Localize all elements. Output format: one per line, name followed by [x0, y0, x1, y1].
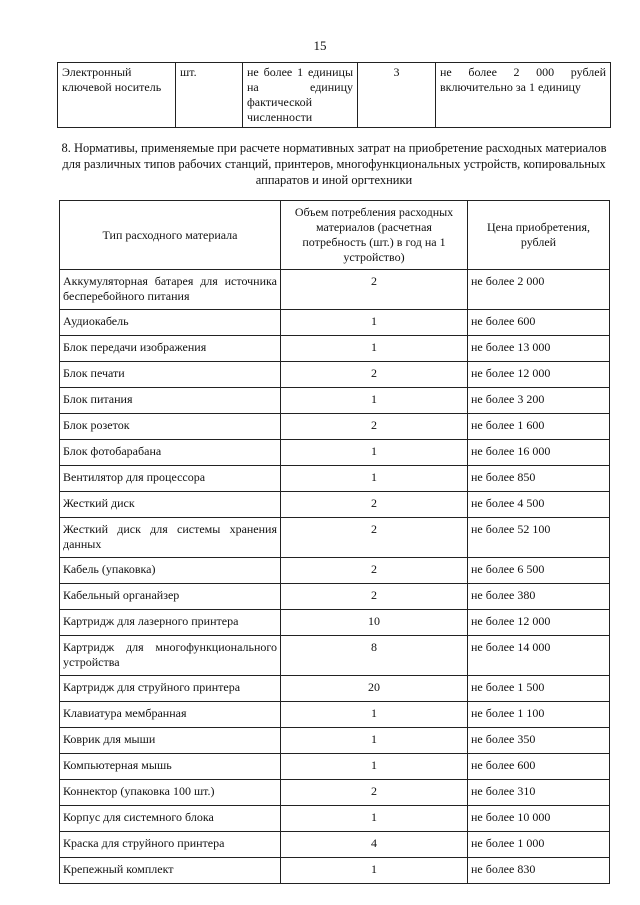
material-name-cell: Блок розеток [60, 414, 281, 440]
price-cell: не более 3 200 [468, 388, 610, 414]
price-cell: не более 10 000 [468, 806, 610, 832]
table-row [58, 63, 611, 128]
table-row [60, 388, 610, 414]
table-row [60, 466, 610, 492]
material-name-cell: Блок печати [60, 362, 281, 388]
quantity-cell: 1 [281, 754, 468, 780]
quantity-cell: 1 [281, 466, 468, 492]
material-name-cell: Клавиатура мембранная [60, 702, 281, 728]
header-volume: Объем потребления расходных материалов (расчетная потребность (шт.) в год на 1 устройство) [281, 201, 468, 270]
material-name-cell: Коврик для мыши [60, 728, 281, 754]
quantity-cell: 2 [281, 780, 468, 806]
material-name-cell: Кабель (упаковка) [60, 558, 281, 584]
price-cell: не более 12 000 [468, 610, 610, 636]
table-row [60, 558, 610, 584]
quantity-cell: 2 [281, 492, 468, 518]
table-row [60, 676, 610, 702]
price-cell: не более 4 500 [468, 492, 610, 518]
table-row [60, 806, 610, 832]
quantity-cell: 20 [281, 676, 468, 702]
material-name-cell: Аккумуляторная батарея для источника бесперебойного питания [60, 270, 281, 310]
quantity-cell: 1 [281, 702, 468, 728]
quantity-cell: 2 [281, 362, 468, 388]
table-row [60, 702, 610, 728]
table-row [60, 610, 610, 636]
table-row [60, 270, 610, 310]
table-row [60, 584, 610, 610]
table-row [60, 636, 610, 676]
quantity-cell: 1 [281, 806, 468, 832]
quantity-cell: 2 [281, 414, 468, 440]
table-row [60, 414, 610, 440]
material-name-cell: Картридж для струйного принтера [60, 676, 281, 702]
price-cell: не более 12 000 [468, 362, 610, 388]
quantity-cell: 8 [281, 636, 468, 676]
table-row [60, 310, 610, 336]
material-name-cell: Крепежный комплект [60, 858, 281, 884]
material-name-cell: Блок питания [60, 388, 281, 414]
material-name-cell: Краска для струйного принтера [60, 832, 281, 858]
table-row [60, 440, 610, 466]
quantity-cell: 2 [281, 270, 468, 310]
top-continuation-table [57, 62, 611, 128]
table-row [60, 362, 610, 388]
quantity-cell: 1 [281, 440, 468, 466]
page-number: 15 [313, 38, 327, 53]
price-cell: не более 310 [468, 780, 610, 806]
table-row [60, 518, 610, 558]
material-name-cell: Картридж для лазерного принтера [60, 610, 281, 636]
qty-cell: 3 [358, 63, 436, 128]
price-cell: не более 2 000 рублей включительно за 1 единицу [436, 63, 611, 128]
price-cell: не более 6 500 [468, 558, 610, 584]
price-cell: не более 14 000 [468, 636, 610, 676]
section-heading: 8. Нормативы, применяемые при расчете нормативных затрат на приобретение расходных материалов для различных типов рабочих станций, принтеров, многофункциональных устройств, копировальных аппаратов и иной оргтехники [61, 141, 607, 187]
price-cell: не более 52 100 [468, 518, 610, 558]
price-cell: не более 16 000 [468, 440, 610, 466]
quantity-cell: 1 [281, 310, 468, 336]
table-row [60, 858, 610, 884]
table-row [60, 780, 610, 806]
quantity-cell: 1 [281, 336, 468, 362]
table-row [60, 832, 610, 858]
quantity-cell: 1 [281, 388, 468, 414]
material-name-cell: Блок передачи изображения [60, 336, 281, 362]
material-name-cell: Компьютерная мышь [60, 754, 281, 780]
price-cell: не более 350 [468, 728, 610, 754]
price-cell: не более 380 [468, 584, 610, 610]
price-cell: не более 2 000 [468, 270, 610, 310]
quantity-cell: 2 [281, 558, 468, 584]
material-name-cell: Коннектор (упаковка 100 шт.) [60, 780, 281, 806]
material-name-cell: Аудиокабель [60, 310, 281, 336]
material-name-cell: Вентилятор для процессора [60, 466, 281, 492]
table-body [60, 270, 610, 884]
price-cell: не более 600 [468, 754, 610, 780]
price-cell: не более 1 100 [468, 702, 610, 728]
material-name-cell: Жесткий диск [60, 492, 281, 518]
table-row [60, 728, 610, 754]
material-name-cell: Картридж для многофункционального устройства [60, 636, 281, 676]
price-cell: не более 1 600 [468, 414, 610, 440]
quantity-cell: 4 [281, 832, 468, 858]
material-name-cell: Кабельный органайзер [60, 584, 281, 610]
quantity-cell: 2 [281, 518, 468, 558]
consumables-table [59, 200, 610, 884]
quantity-cell: 1 [281, 858, 468, 884]
price-cell: не более 850 [468, 466, 610, 492]
table-row [60, 754, 610, 780]
unit-cell: шт. [176, 63, 243, 128]
price-cell: не более 13 000 [468, 336, 610, 362]
material-name-cell: Блок фотобарабана [60, 440, 281, 466]
quantity-cell: 1 [281, 728, 468, 754]
price-cell: не более 830 [468, 858, 610, 884]
material-name-cell: Жесткий диск для системы хранения данных [60, 518, 281, 558]
quantity-cell: 10 [281, 610, 468, 636]
table-row [60, 336, 610, 362]
table-row [60, 492, 610, 518]
header-price: Цена приобретения, рублей [468, 201, 610, 270]
price-cell: не более 1 500 [468, 676, 610, 702]
quantity-cell: 2 [281, 584, 468, 610]
material-name-cell: Корпус для системного блока [60, 806, 281, 832]
table-header-row [60, 201, 610, 270]
item-name-cell: Электронный ключевой носитель [58, 63, 176, 128]
price-cell: не более 600 [468, 310, 610, 336]
norm-cell: не более 1 единицы на единицу фактической численности [243, 63, 358, 128]
header-material-type: Тип расходного материала [60, 201, 281, 270]
price-cell: не более 1 000 [468, 832, 610, 858]
